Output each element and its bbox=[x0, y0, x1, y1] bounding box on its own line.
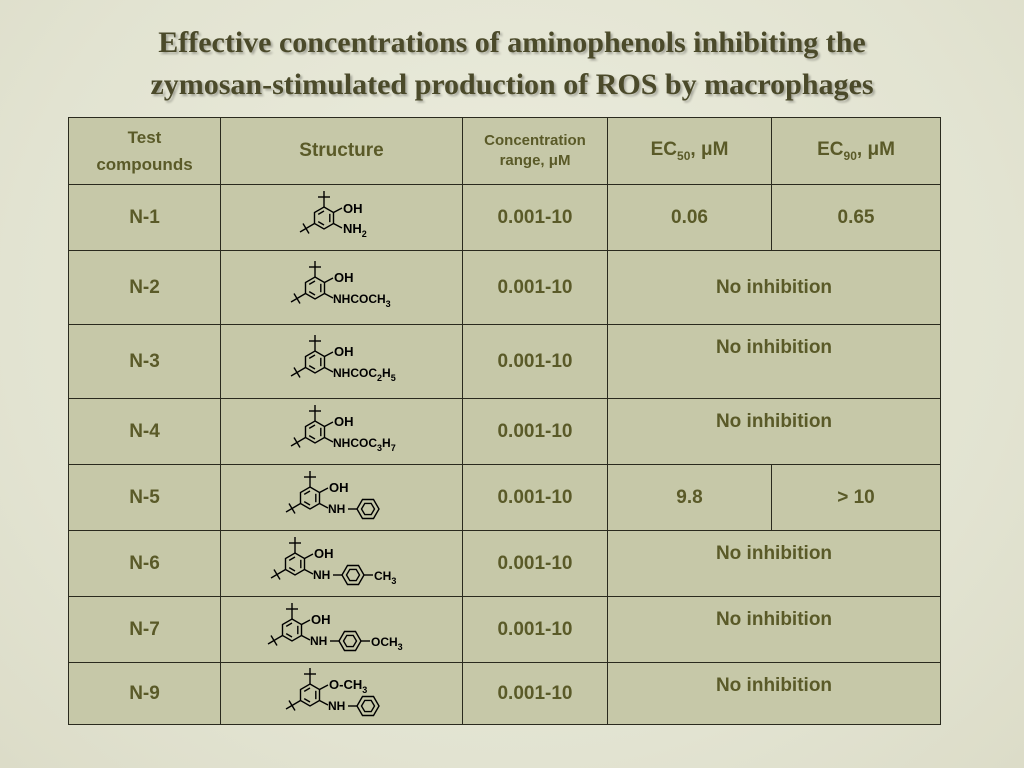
structure-cell bbox=[221, 663, 463, 725]
structure-drawing bbox=[272, 467, 412, 529]
header-ec90-unit: M bbox=[879, 139, 895, 161]
table-row bbox=[69, 531, 941, 597]
header-conc-line1: Concentration bbox=[484, 132, 586, 149]
ec50-cell: 9.8 bbox=[608, 465, 772, 531]
range-cell: 0.001-10 bbox=[463, 325, 608, 399]
result-cell: No inhibition bbox=[608, 531, 941, 597]
structure-cell bbox=[221, 597, 463, 663]
result-cell: No inhibition bbox=[608, 399, 941, 465]
header-ec90-mu: μ bbox=[867, 139, 880, 161]
header-ec50-mu: μ bbox=[700, 139, 713, 161]
header-ec90-label: EC bbox=[817, 139, 844, 161]
structure-cell bbox=[221, 251, 463, 325]
structure-top-label: OH bbox=[333, 413, 353, 429]
structure-top-label: $O-CH_3$ bbox=[328, 676, 367, 695]
header-ec90-sub: 90 bbox=[843, 148, 857, 163]
structure-bottom-label: NH bbox=[327, 698, 345, 713]
structure-drawing bbox=[277, 256, 407, 320]
result-cell: No inhibition bbox=[608, 663, 941, 725]
header-conc-mu: μ bbox=[548, 152, 558, 169]
structure-drawing bbox=[257, 533, 427, 595]
table-row bbox=[69, 325, 941, 399]
structure-top-label: OH bbox=[333, 269, 353, 285]
structure-bottom-label: $NHCOC_3H_7$ bbox=[332, 435, 396, 453]
structure-cell bbox=[221, 325, 463, 399]
structure-top-label: OH bbox=[313, 545, 333, 561]
compound-cell: N-5 bbox=[69, 465, 221, 531]
structure-para-label: $CH_3$ bbox=[373, 568, 396, 586]
title-line-1: Effective concentrations of aminophenols inhibiting the bbox=[158, 26, 866, 59]
structure-cell bbox=[221, 399, 463, 465]
ec50-cell: 0.06 bbox=[608, 185, 772, 251]
slide-title bbox=[0, 22, 1024, 106]
structure-bottom-label: $NH_2$ bbox=[342, 220, 367, 239]
structure-top-label: OH bbox=[311, 611, 331, 627]
structure-bottom-label: NH bbox=[327, 501, 345, 516]
table-row bbox=[69, 597, 941, 663]
result-cell: No inhibition bbox=[608, 251, 941, 325]
title-line-2: zymosan-stimulated production of ROS by macrophages bbox=[150, 68, 874, 101]
header-structure: Structure bbox=[221, 118, 463, 185]
range-cell: 0.001-10 bbox=[463, 251, 608, 325]
compound-cell: N-3 bbox=[69, 325, 221, 399]
table-row bbox=[69, 399, 941, 465]
compound-cell: N-2 bbox=[69, 251, 221, 325]
structure-top-label: OH bbox=[333, 343, 353, 359]
table-row bbox=[69, 465, 941, 531]
structure-bottom-label: $NHCOC_2H_5$ bbox=[332, 365, 396, 383]
structure-bottom-label: NH bbox=[312, 567, 330, 582]
results-table bbox=[68, 117, 941, 725]
header-ec50-unit: M bbox=[712, 139, 729, 161]
header-test-line1: Test bbox=[127, 128, 162, 147]
header-ec90 bbox=[772, 118, 941, 185]
structure-drawing bbox=[254, 599, 429, 661]
structure-cell bbox=[221, 185, 463, 251]
header-conc-prefix: range, bbox=[499, 152, 549, 169]
range-cell: 0.001-10 bbox=[463, 597, 608, 663]
range-cell: 0.001-10 bbox=[463, 399, 608, 465]
header-ec50-sub: 50 bbox=[677, 148, 691, 163]
structure-top-label: OH bbox=[328, 479, 348, 495]
structure-cell bbox=[221, 531, 463, 597]
range-cell: 0.001-10 bbox=[463, 531, 608, 597]
structure-para-label: $OCH_3$ bbox=[371, 634, 403, 652]
header-ec50-label: EC bbox=[650, 139, 678, 161]
table-row bbox=[69, 185, 941, 251]
header-ec90-sep: , bbox=[856, 139, 868, 161]
structure-bottom-label: NH bbox=[310, 633, 328, 648]
ec90-cell: 0.65 bbox=[772, 185, 941, 251]
compound-cell: N-4 bbox=[69, 399, 221, 465]
header-conc-line2 bbox=[463, 151, 607, 171]
header-test-line2: compounds bbox=[96, 155, 193, 174]
structure-top-label: OH bbox=[342, 200, 362, 216]
header-ec50-sep: , bbox=[690, 139, 701, 161]
header-row bbox=[69, 118, 941, 185]
structure-bottom-label: $NHCOCH_3$ bbox=[332, 291, 391, 309]
compound-cell: N-7 bbox=[69, 597, 221, 663]
compound-cell: N-6 bbox=[69, 531, 221, 597]
structure-drawing bbox=[277, 330, 407, 394]
result-cell: No inhibition bbox=[608, 325, 941, 399]
range-cell: 0.001-10 bbox=[463, 465, 608, 531]
header-test-compounds bbox=[69, 118, 221, 185]
compound-cell: N-1 bbox=[69, 185, 221, 251]
structure-drawing bbox=[282, 188, 402, 248]
header-concentration-range bbox=[463, 118, 608, 185]
table-row bbox=[69, 663, 941, 725]
header-ec50 bbox=[608, 118, 772, 185]
structure-cell bbox=[221, 465, 463, 531]
header-conc-unit: M bbox=[557, 152, 571, 169]
structure-drawing bbox=[277, 401, 407, 463]
result-cell: No inhibition bbox=[608, 597, 941, 663]
compound-cell: N-9 bbox=[69, 663, 221, 725]
range-cell: 0.001-10 bbox=[463, 663, 608, 725]
structure-drawing bbox=[272, 664, 412, 724]
ec90-cell: > 10 bbox=[772, 465, 941, 531]
table-row bbox=[69, 251, 941, 325]
range-cell: 0.001-10 bbox=[463, 185, 608, 251]
